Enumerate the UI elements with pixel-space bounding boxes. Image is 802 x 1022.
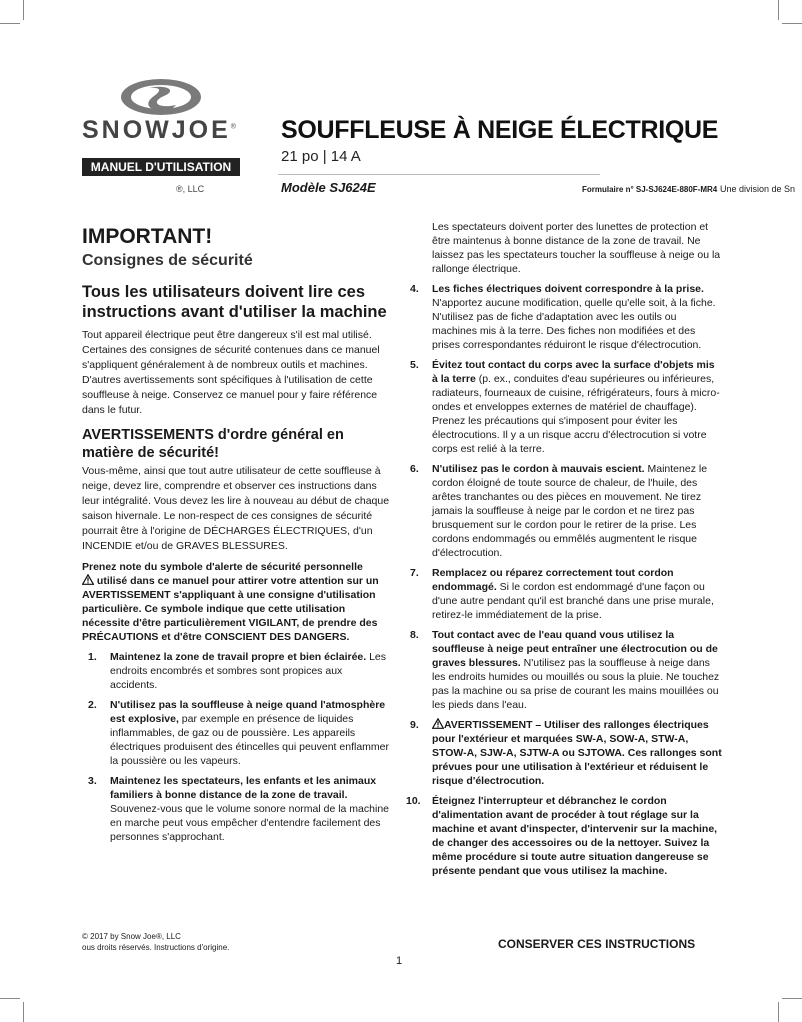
crop-mark xyxy=(23,0,24,20)
continuation-paragraph: Les spectateurs doivent porter des lunettes de protection et être maintenus à bonne distance de la zone de travail. Ne laissez pas les spectateurs toucher la souffleuse à neige ou la rallonge électrique. xyxy=(432,221,721,275)
list-item: 1. Maintenez la zone de travail propre et bien éclairée. Les endroits encombrés et sombres sont propices aux accidents. xyxy=(88,651,387,691)
list-item: 7. Remplacez ou réparez correctement tout cordon endommagé. Si le cordon est endommagé d'une façon ou d'une autre pendant qu'il est branché dans une prise murale, retirez-le immédiatement de la prise. xyxy=(410,567,714,621)
safety-subheading: Consignes de sécurité xyxy=(82,252,253,269)
crop-mark xyxy=(0,23,20,24)
model-number: Modèle SJ624E xyxy=(281,180,376,195)
crop-mark xyxy=(778,1002,779,1022)
list-item: 3. Maintenez les spectateurs, les enfants et les animaux familiers à bonne distance de la zone de travail. Souvenez-vous que le volume sonore normal de la machine en marche peut vous empêcher d'entendre facilement des personnes s'approchant. xyxy=(88,775,389,843)
crop-mark xyxy=(782,998,802,999)
list-item: 9. AVERTISSEMENT – Utiliser des rallonges électriques pour l'extérieur et marquées SW-A, SOW-A, STW-A, STOW-A, SJW-A, SJTW-A ou SJTOWA. Ces rallonges sont prévues pour une utilisation à l'extérieur et réduisent le risque d'électrocution. xyxy=(410,719,722,787)
general-warnings-heading: AVERTISSEMENTS d'ordre général en matière de sécurité! xyxy=(82,427,344,461)
brand-logo-text: SNOWJOE® xyxy=(82,116,239,144)
all-users-heading: Tous les utilisateurs doivent lire ces instructions avant d'utiliser la machine xyxy=(82,283,387,321)
copyright-block xyxy=(82,931,229,953)
important-heading: IMPORTANT! xyxy=(82,225,213,248)
page-number: 1 xyxy=(396,955,403,967)
list-item: 6. N'utilisez pas le cordon à mauvais escient. Maintenez le cordon éloigné de toute source de chaleur, de l'huile, des arêtes tranchantes ou des pièces en mouvement. Ne tirez jamais la souffleuse à neige par le cordon et ne tirez pas brusquement sur le cordon pour le retirer de la prise. Les cordons endommagés ou emmêlés augmentent le risque d'électrocution. xyxy=(410,463,708,559)
header-divider xyxy=(278,174,600,175)
keep-instructions: CONSERVER CES INSTRUCTIONS xyxy=(498,937,696,951)
list-item: 5. Évitez tout contact du corps avec la surface d'objets mis à la terre (p. ex., conduites d'eau supérieures ou inférieures, radiateurs, fourneaux de cuisine, réfrigérateurs, fours à micro-ondes et enveloppes externes de matériel de chauffage). Prenez les précautions qui s'imposent pour éviter les électrocutions. Il y a un risque accru d'électrocution si votre corps est relié à la terre. xyxy=(410,359,720,455)
list-item: 10. Éteignez l'interrupteur et débranchez le cordon d'alimentation avant de procéder à tout réglage sur la machine et avant d'inspecter, d'intervenir sur la machine, de changer des accessoires ou de la nettoyer. Suivez la même procédure si toute autre situation dangereuse se présente pendant que vous utilisez la machine. xyxy=(406,795,718,877)
crop-mark xyxy=(0,998,20,999)
general-warnings-text: Vous-même, ainsi que tout autre utilisateur de cette souffleuse à neige, devez lire, comprendre et observer ces instructions dans leur intégralité. Vous devez les lire à nouveau au début de chaque saison hivernale. Le non-respect de ces consignes de sécurité pourrait être à l'origine de DÉCHARGES ÉLECTRIQUES, d'un INCENDIE et/ou de GRAVES BLESSURES. xyxy=(82,465,390,552)
company-llc: ®, LLC xyxy=(176,184,205,194)
list-item: 2. N'utilisez pas la souffleuse à neige quand l'atmosphère est explosive, par exemple en présence de liquides inflammables, de gaz ou de poussière. Les appareils électriques produisent des étincelles qui peuvent enflammer la poussière ou les vapeurs. xyxy=(88,699,389,767)
rights-line: ous droits réservés. Instructions d'origine. xyxy=(82,943,230,952)
list-item: 4. Les fiches électriques doivent correspondre à la prise. N'apportez aucune modification, quelle qu'elle soit, à la fiche. N'utilisez pas de fiche d'adaptation avec les outils ou machines mis à la terre. Des fiches non modifiées et des prises correspondantes réduiront le risque d'électrocution. xyxy=(410,283,716,351)
manual-label: MANUEL D'UTILISATION xyxy=(82,158,240,176)
crop-mark xyxy=(782,23,802,24)
product-spec: 21 po | 14 A xyxy=(281,148,361,165)
warning-triangle-icon xyxy=(432,718,444,729)
crop-mark xyxy=(23,1002,24,1022)
division-text: Une division de Sn xyxy=(720,184,796,194)
form-number: Formulaire n° SJ-SJ624E-880F-MR4 xyxy=(582,185,718,194)
page-title: SOUFFLEUSE À NEIGE ÉLECTRIQUE xyxy=(281,116,719,144)
intro-paragraph: Tout appareil électrique peut être dangereux s'il est mal utilisé. Certaines des consignes de sécurité contenues dans ce manuel s'appliquent généralement à de nombreux outils et machines. D'autres avertissements sont spécifiques à l'utilisation de cette souffleuse à neige. Conservez ce manuel pour y faire référence dans le futur. xyxy=(82,329,380,416)
copyright-line: © 2017 by Snow Joe®, LLC xyxy=(82,932,181,941)
snowjoe-logo-icon xyxy=(118,76,204,118)
left-column xyxy=(82,224,392,844)
list-item: 8. Tout contact avec de l'eau quand vous utilisez la souffleuse à neige peut entraîner une électrocution ou de graves blessures. N'utilisez pas la souffleuse à neige dans les endroits humides ou mouillés ou sous la pluie. Ne touchez pas la machine ou sa prise de courant les mains mouillées ou les pieds dans l'eau. xyxy=(410,629,720,711)
symbol-note: Prenez note du symbole d'alerte de sécurité personnelle utilisé dans ce manuel pour attirer votre attention sur un AVERTISSEMENT s'appliquant à une consigne d'utilisation particulière. Ce symbole indique que cette utilisation nécessite d'être particulièrement VIGILANT, de prendre des PRÉCAUTIONS et d'être CONSCIENT DES DANGERS. xyxy=(82,561,379,643)
crop-mark xyxy=(778,0,779,20)
right-column xyxy=(406,220,722,878)
warning-triangle-icon xyxy=(82,574,94,585)
